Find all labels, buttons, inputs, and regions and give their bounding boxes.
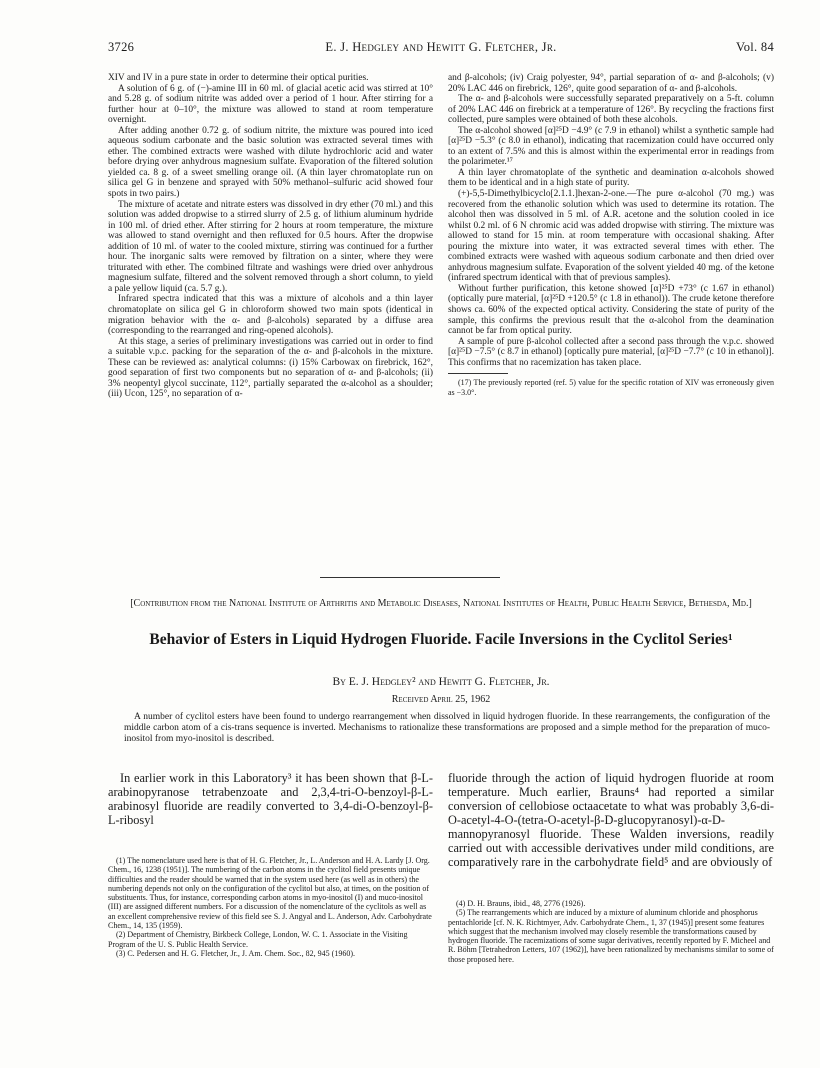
footnote: (17) The previously reported (ref. 5) value for the specific rotation of XIV was erroneously given as −3.0°.	[448, 378, 774, 397]
footnotes-left	[108, 856, 433, 958]
paragraph: A solution of 6 g. of (−)-amine III in 60 ml. of glacial acetic acid was stirred at 10° and 5.28 g. of sodium nitrite was added over a period of 1 hour. After stirring for a further hour at 0–10°, the mixture was allowed to stand at room temperature overnight.	[108, 83, 433, 126]
paragraph: The α-alcohol showed [α]²⁵D −4.9° (c 7.9 in ethanol) whilst a synthetic sample had [α]²⁵D −5.3° (c 8.0 in ethanol), indicating that racemization could have occurred only to an extent of 7.5% and this is almost within the experimental error in readings from the polarimeter.¹⁷	[448, 125, 774, 168]
paragraph: and β-alcohols; (iv) Craig polyester, 94°, partial separation of α- and β-alcohols; (v) 20% LAC 446 on firebrick, 126°, quite good separation of α- and β-alcohols.	[448, 73, 774, 94]
article-separator	[320, 577, 500, 578]
abstract: A number of cyclitol esters have been found to undergo rearrangement when dissolved in liquid hydrogen fluoride. In these rearrangements, the configuration of the middle carbon atom of a cis-trans sequence is inverted. Mechanisms to rationalize these transformations are proposed and a simple method for the preparation of muco-inositol from myo-inositol is described.	[124, 712, 770, 744]
footnotes-right	[448, 899, 774, 964]
right-column	[448, 73, 774, 397]
paragraph: Infrared spectra indicated that this was a mixture of alcohols and a thin layer chromatoplate on silica gel G in chloroform showed two main spots (identical in migration behavior with the α- and β-alcohols) separated by a diffuse area (corresponding to the rearranged and ring-opened alcohols).	[108, 294, 433, 337]
footnote: (4) D. H. Brauns, ibid., 48, 2776 (1926).	[456, 899, 586, 908]
article-title: Behavior of Esters in Liquid Hydrogen Fluoride. Facile Inversions in the Cyclitol Series¹	[149, 631, 733, 648]
body-text-right: fluoride through the action of liquid hydrogen fluoride at room temperature. Much earlier, Brauns⁴ had reported a similar conversion of cellobiose octaacetate to what was probably 3,6-di-O-acetyl-4-O-(tetra-O-acetyl-β-D-glucopyranosyl)-α-D-mannopyranosyl fluoride. These Walden inversions, readily carried out with accessible derivatives under mild conditions, are comparatively rare in the carbohydrate field⁵ and are obviously of	[448, 771, 774, 869]
footnote-rule	[448, 373, 508, 374]
running-title: E. J. Hedgley and Hewitt G. Fletcher, Jr.	[325, 40, 557, 54]
footnote: (1) The nomenclature used here is that of H. G. Fletcher, Jr., L. Anderson and H. A. Lardy [J. Org. Chem., 16, 1238 (1951)]. The numbering of the carbon atoms in the cyclitol field presents unique difficulties and the reader should be warned that in the system used here (as well as in others) the numbering depends not only on the configuration of the cyclitol but also, at times, on the position of substituents. Thus, for instance, corresponding carbon atoms in myo-inositol (I) and muco-inositol (III) are assigned different numbers. For a discussion of the nomenclature of the cyclitols as well as an excellent comprehensive review of this field see S. J. Angyal and L. Anderson, Adv. Carbohydrate Chem., 14, 135 (1959).	[108, 856, 432, 931]
paragraph: The mixture of acetate and nitrate esters was dissolved in dry ether (70 ml.) and this solution was added dropwise to a stirred slurry of 2.5 g. of lithium aluminum hydride in 100 ml. of dried ether. After stirring for 2 hours at room temperature, the mixture was allowed to stand overnight and then refluxed for 0.5 hours. After the dropwise addition of 10 ml. of water to the cooled mixture, stirring was continued for a further hour. The inorganic salts were removed by filtration on a sinter, where they were triturated with ether. The combined filtrate and washings were dried over anhydrous magnesium sulfate, filtered and the solvent removed through a short column, to yield a pale yellow liquid (ca. 5.7 g.).	[108, 199, 434, 294]
page-header	[108, 40, 774, 60]
volume-label: Vol. 84	[736, 40, 774, 54]
footnote: (2) Department of Chemistry, Birkbeck College, London, W. C. 1. Associate in the Visiting Program of the U. S. Public Health Service.	[108, 930, 408, 949]
paragraph: A sample of pure β-alcohol collected after a second pass through the v.p.c. showed [α]²⁵D −7.5° (c 8.7 in ethanol) [optically pure material, [α]²⁵D −7.7° (c 10 in ethanol)]. This confirms that no racemization has taken place.	[448, 336, 774, 368]
paragraph: (+)-5,5-Dimethylbicyclo[2.1.1.]hexan-2-one.—The pure α-alcohol (70 mg.) was recovered from the ethanolic solution which was used to determine its rotation. The alcohol then was dissolved in 5 ml. of A.R. acetone and the solution cooled in ice whilst 0.2 ml. of 6 N chromic acid was added dropwise with stirring. The mixture was allowed to stand for 15 min. at room temperature with occasional shaking. After pouring the mixture into water, it was extracted several times with ether. The combined extracts were washed with aqueous sodium carbonate and then dried over anhydrous magnesium sulfate. Evaporation of the solvent yielded 40 mg. of the ketone (infrared spectrum identical with that of previous samples).	[448, 189, 774, 284]
paragraph: At this stage, a series of preliminary investigations was carried out in order to find a suitable v.p.c. packing for the separation of the α- and β-alcohols in the mixture. These can be reviewed as: analytical columns: (i) 15% Carbowax on firebrick, 162°, good separation of first two components but no separation of α- and β-alcohols; (ii) 3% neopentyl glycol succinate, 112°, partially separated the α-alcohol as a shoulder; (iii) Ucon, 125°, no separation of α-	[108, 336, 433, 400]
contribution-line: [Contribution from the National Institute of Arthritis and Metabolic Diseases, National Institutes of Health, Public Health Service, Bethesda, Md.]	[130, 598, 752, 609]
paragraph: Without further purification, this ketone showed [α]²⁵D +73° (c 1.67 in ethanol) (optically pure material, [α]²⁵D +120.5° (c 1.8 in ethanol)). The crude ketone therefore shows ca. 60% of the expected optical activity. Considering the state of purity of the sample, this confirms the previous result that the α-alcohol from the deamination cannot be far from optical purity.	[448, 283, 774, 337]
body-text-left: In earlier work in this Laboratory³ it has been shown that β-L-arabinopyranose tetrabenzoate and 2,3,4-tri-O-benzoyl-β-L-arabinosyl fluoride are readily converted to 3,4-di-O-benzoyl-β-L-ribosyl	[108, 771, 433, 827]
paragraph: A thin layer chromatoplate of the synthetic and deamination α-alcohols showed them to be identical and in a high state of purity.	[448, 167, 774, 189]
paragraph: The α- and β-alcohols were successfully separated preparatively on a 5-ft. column of 20% LAC 446 on firebrick at a temperature of 126°. By recycling the fractions first collected, pure samples were obtained of both these alcohols.	[448, 94, 774, 126]
paragraph: After adding another 0.72 g. of sodium nitrite, the mixture was poured into iced aqueous sodium carbonate and the basic solution was extracted several times with ether. The combined extracts were washed with dilute hydrochloric acid and water before drying over anhydrous magnesium sulfate. Evaporation of the filtered solution yielded ca. 8 g. of a sweet smelling orange oil. (A thin layer chromatoplate run on silica gel G in benzene and sprayed with 50% methanol–sulfuric acid showed four spots in two pairs.)	[108, 125, 433, 200]
footnote: (5) The rearrangements which are induced by a mixture of aluminum chloride and phosphorus pentachloride [cf. N. K. Richtmyer, Adv. Carbohydrate Chem., 1, 37 (1945)] present some features which suggest that the mechanism involved may closely resemble the transformations caused by hydrogen fluoride. The racemizations of some sugar derivatives, recently reported by F. Micheel and R. Böhm [Tetrahedron Letters, 107 (1962)], have been rationalized by mechanisms similar to some of those proposed here.	[448, 908, 774, 964]
left-column	[108, 73, 433, 400]
author-line: By E. J. Hedgley² and Hewitt G. Fletcher, Jr.	[332, 676, 550, 688]
received-date: Received April 25, 1962	[391, 694, 491, 705]
paragraph: XIV and IV in a pure state in order to determine their optical purities.	[108, 73, 369, 83]
footnote: (3) C. Pedersen and H. G. Fletcher, Jr., J. Am. Chem. Soc., 82, 945 (1960).	[116, 948, 355, 958]
page-number: 3726	[108, 40, 135, 54]
